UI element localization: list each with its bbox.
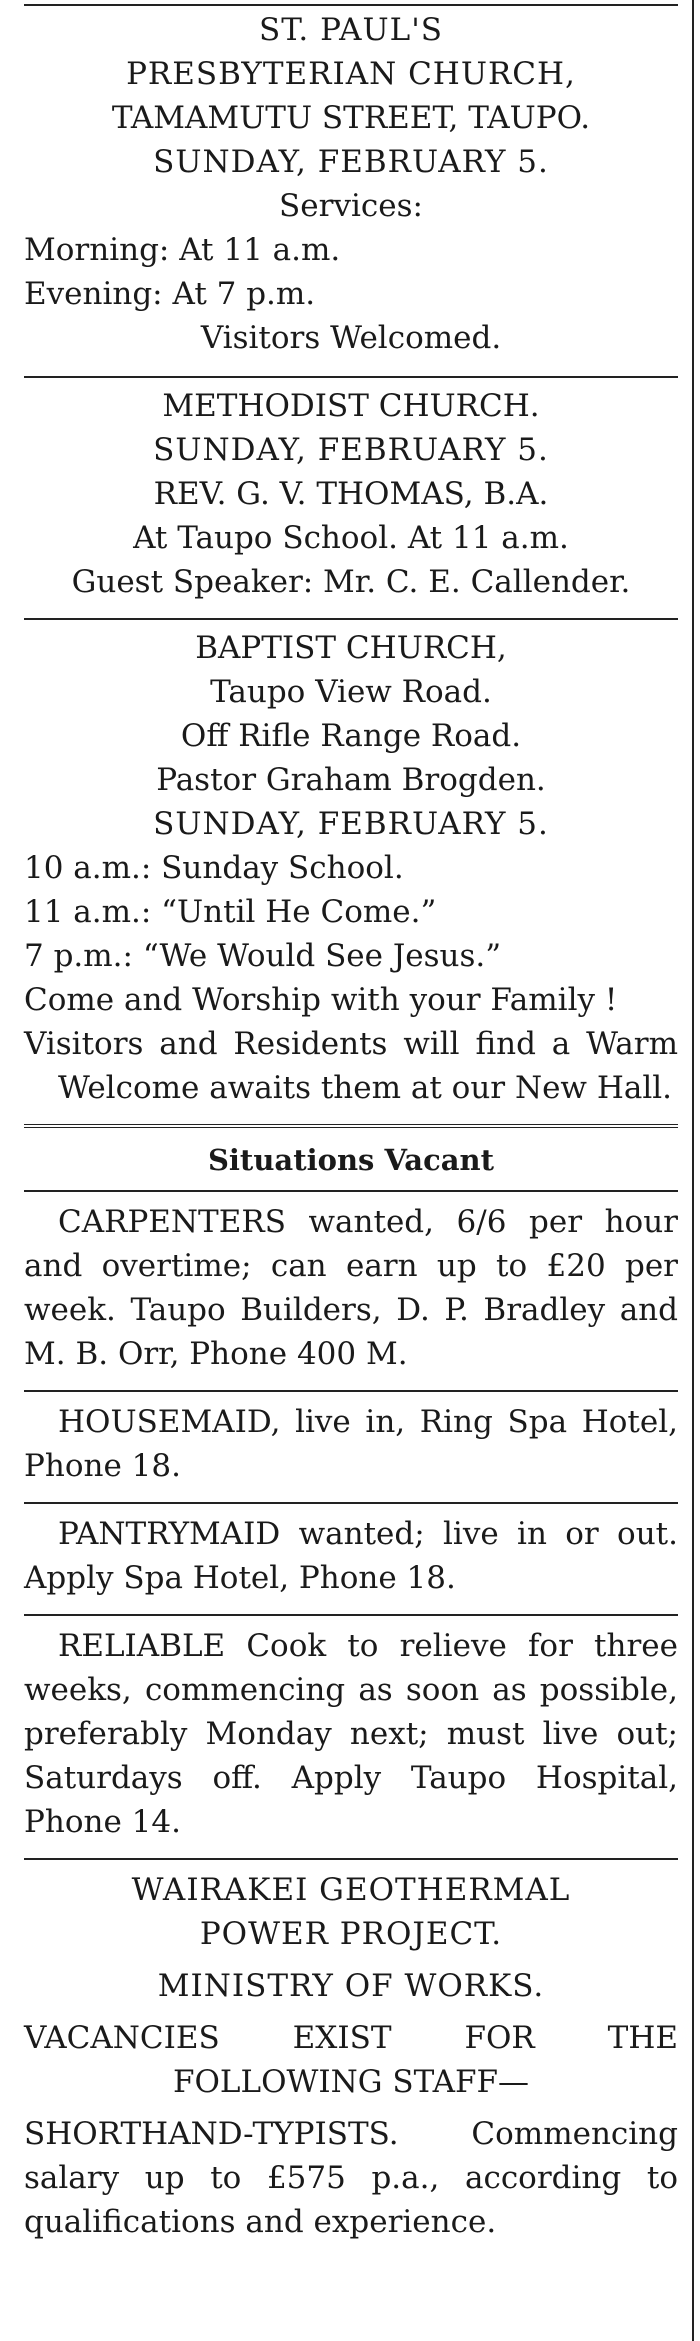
notice-line: 11 a.m.: “Until He Come.” — [24, 894, 437, 930]
notice-line: Services: — [279, 188, 423, 224]
notice-line: WAIRAKEI GEOTHERMAL — [131, 1872, 571, 1908]
notice-line: SUNDAY, FEBRUARY 5. — [153, 432, 549, 468]
divider — [24, 1124, 678, 1132]
spacer — [24, 2008, 678, 2016]
notice-line: Taupo View Road. — [210, 674, 492, 710]
notice-line: Guest Speaker: Mr. C. E. Callender. — [71, 564, 631, 600]
notice-line: Evening: At 7 p.m. — [24, 276, 316, 312]
notice-line: ST. PAUL'S — [259, 12, 443, 48]
classified-ad: PANTRYMAID wanted; live in or out. Apply Spa Hotel, Phone 18. — [24, 1516, 678, 1596]
classified-ad: CARPENTERS wanted, 6/6 per hour and overtime; can earn up to £20 per week. Taupo Builders, D. P. Bradley and M. B. Orr, Phone 400 M. — [24, 1204, 678, 1372]
notice-line: SHORTHAND-TYPISTS. Commencing salary up to £575 p.a., according to qualifications and experience. — [24, 2116, 678, 2240]
notice-line: METHODIST CHURCH. — [162, 388, 540, 424]
notice-line: POWER PROJECT. — [199, 1916, 503, 1952]
notice-line: TAMAMUTU STREET, TAUPO. — [111, 100, 591, 136]
classified-ad: HOUSEMAID, live in, Ring Spa Hotel, Phone 18. — [24, 1404, 678, 1484]
notice-line: BAPTIST CHURCH, — [195, 630, 507, 666]
section-heading: Situations Vacant — [207, 1143, 495, 1177]
notice-line: VACANCIES EXIST FOR THE FOLLOWING STAFF— — [24, 2020, 678, 2100]
notice-line: PRESBYTERIAN CHURCH, — [126, 56, 576, 92]
notice-line: 10 a.m.: Sunday School. — [24, 850, 404, 886]
notice-line: Visitors and Residents will find a Warm Welcome awaits them at our New Hall. — [24, 1026, 678, 1106]
classified-ad: RELIABLE Cook to relieve for three weeks, commencing as soon as possible, preferably Monday next; must live out; Saturdays off. Apply Taupo Hospital, Phone 14. — [24, 1628, 678, 1840]
baptist-notice — [24, 620, 678, 1110]
notice-line: Come and Worship with your Family ! — [24, 982, 618, 1018]
wairakei-notice — [24, 1860, 678, 2244]
methodist-notice — [24, 378, 678, 604]
notice-line: Off Rifle Range Road. — [180, 718, 522, 754]
notice-line: Morning: At 11 a.m. — [24, 232, 341, 268]
notice-line: REV. G. V. THOMAS, B.A. — [153, 476, 549, 512]
notice-line: Pastor Graham Brogden. — [156, 762, 546, 798]
notice-line: 7 p.m.: “We Would See Jesus.” — [24, 938, 502, 974]
spacer — [24, 1956, 678, 1964]
st-pauls-notice — [24, 6, 678, 360]
notice-line: At Taupo School. At 11 a.m. — [133, 520, 569, 556]
notice-line: SUNDAY, FEBRUARY 5. — [153, 144, 549, 180]
column-rule — [692, 0, 694, 2341]
notice-line: MINISTRY OF WORKS. — [157, 1968, 545, 2004]
spacer — [24, 2104, 678, 2112]
notice-line: Visitors Welcomed. — [200, 320, 502, 356]
notice-line: SUNDAY, FEBRUARY 5. — [153, 806, 549, 842]
